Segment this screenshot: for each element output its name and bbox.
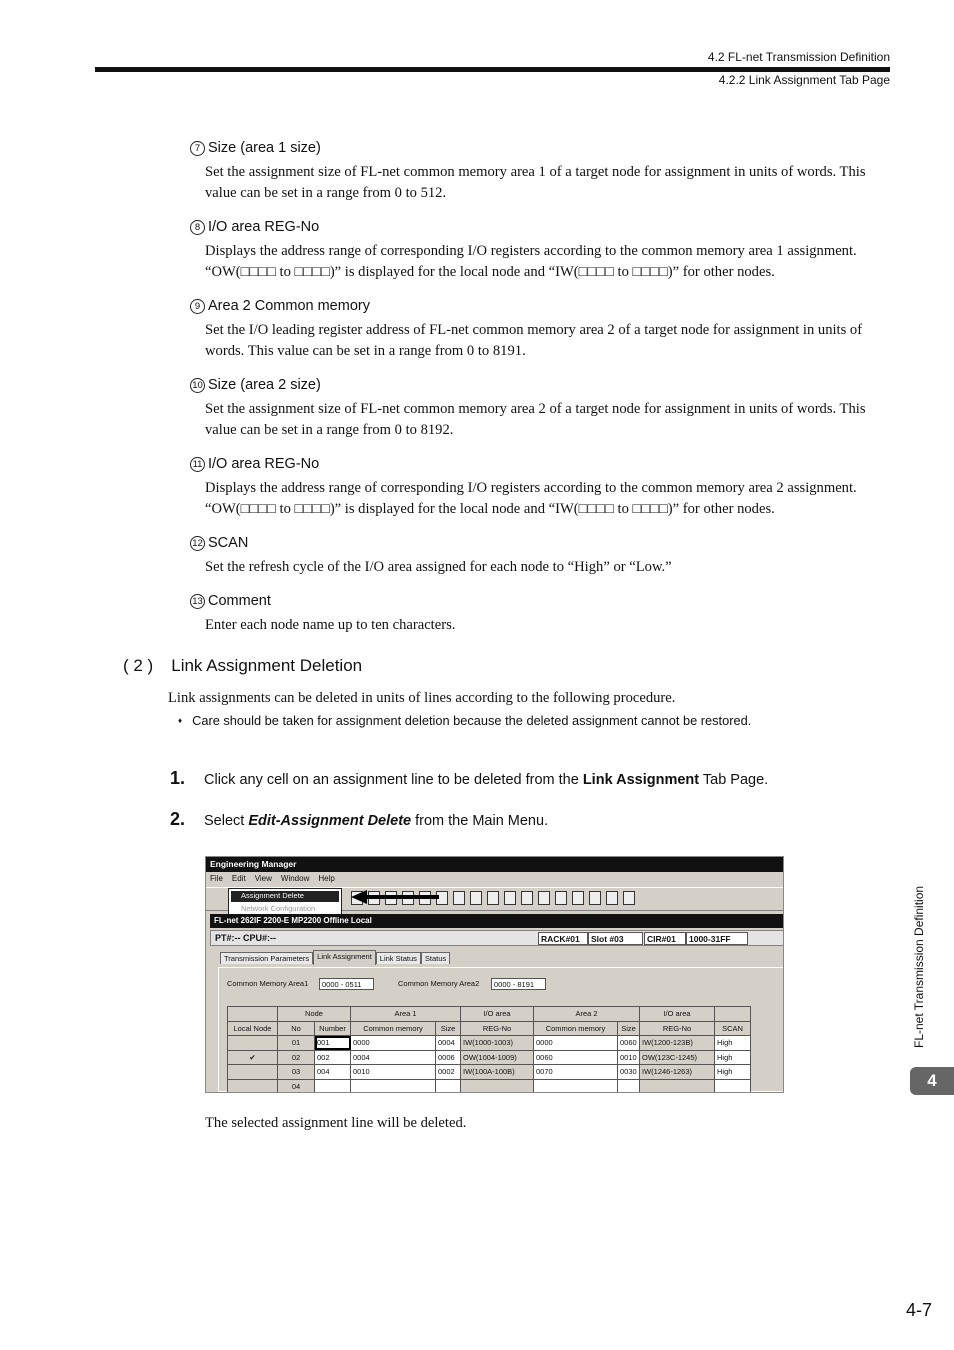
- item-title: [190, 377, 321, 393]
- cir-field: CIR#01: [644, 932, 686, 945]
- toolbar-icon[interactable]: [521, 891, 533, 905]
- header-cell: Node: [278, 1007, 351, 1022]
- table-cell[interactable]: 0060: [534, 1050, 618, 1065]
- table-cell[interactable]: [228, 1065, 278, 1080]
- table-cell[interactable]: 0060: [618, 1036, 640, 1051]
- item-title-text: Comment: [208, 593, 271, 609]
- table-cell[interactable]: 0070: [534, 1065, 618, 1080]
- toolbar-icon[interactable]: [555, 891, 567, 905]
- menu-bar: [206, 873, 783, 886]
- table-cell[interactable]: [228, 1079, 278, 1093]
- item-description-line: value can be set in a range from 0 to 512.: [205, 185, 447, 201]
- item-title-text: Size (area 2 size): [208, 377, 321, 393]
- side-tab: [912, 858, 928, 1048]
- header-cell: Area 2: [534, 1007, 640, 1022]
- item-number-badge: 7: [190, 141, 205, 156]
- chapter-tab: 4: [910, 1067, 954, 1095]
- table-row[interactable]: [228, 1065, 751, 1080]
- item-description-line: Set the I/O leading register address of FL-net common memory area 2 of a target node for assignment in units of: [205, 322, 863, 338]
- menu-file[interactable]: File: [210, 874, 223, 883]
- table-header-row: [228, 1007, 751, 1022]
- bullet-icon: ♦: [178, 716, 183, 725]
- section-intro: Link assignments can be deleted in units of lines according to the following procedure.: [168, 690, 676, 706]
- step-number: 2.: [170, 809, 186, 829]
- item-number-badge: 9: [190, 299, 205, 314]
- table-cell[interactable]: 002: [315, 1050, 351, 1065]
- running-header-section: 4.2 FL-net Transmission Definition: [707, 50, 890, 64]
- item-number-badge: 12: [190, 536, 205, 551]
- subwindow-title: FL-net 262IF 2200-E MP2200 Offline Local: [210, 914, 784, 928]
- header-cell: I/O area: [640, 1007, 715, 1022]
- item-title-text: Area 2 Common memory: [208, 298, 370, 314]
- table-cell[interactable]: [618, 1079, 640, 1093]
- item-title-text: Size (area 1 size): [208, 140, 321, 156]
- cm1-value: 0000 - 0511: [319, 978, 374, 990]
- menu-edit[interactable]: Edit: [231, 874, 246, 883]
- cm1-label: Common Memory Area1: [227, 979, 309, 988]
- item-title-text: SCAN: [208, 535, 249, 551]
- header-cell: I/O area: [461, 1007, 534, 1022]
- header-cell: REG-No: [461, 1021, 534, 1036]
- item-description-line: Displays the address range of corresponding I/O registers according to the common memory area 1 assignment.: [205, 243, 857, 259]
- tab-bar: [220, 952, 450, 966]
- menu-help[interactable]: Help: [318, 874, 335, 883]
- result-text: The selected assignment line will be deleted.: [205, 1115, 467, 1131]
- table-cell[interactable]: IW(1200-123B): [640, 1036, 715, 1051]
- item-number-badge: 10: [190, 378, 205, 393]
- step-1: [170, 768, 768, 789]
- table-cell[interactable]: ✔: [228, 1050, 278, 1065]
- table-cell[interactable]: High: [715, 1065, 751, 1080]
- step-2: [170, 809, 548, 830]
- tab-transmission-parameters[interactable]: Transmission Parameters: [220, 952, 313, 964]
- pointer-arrow-icon: [351, 890, 441, 904]
- table-cell[interactable]: IW(1246-1263): [640, 1065, 715, 1080]
- table-cell[interactable]: [461, 1079, 534, 1093]
- item-title: [190, 140, 321, 156]
- table-cell[interactable]: 03: [278, 1065, 315, 1080]
- toolbar-icon[interactable]: [606, 891, 618, 905]
- item-title: [190, 298, 370, 314]
- tab-status[interactable]: Status: [421, 952, 450, 964]
- item-number-badge: 11: [190, 457, 205, 472]
- table-cell[interactable]: High: [715, 1036, 751, 1051]
- table-cell[interactable]: 0000: [351, 1036, 436, 1051]
- step-number: 1.: [170, 768, 186, 788]
- section-heading: [123, 656, 380, 676]
- table-cell[interactable]: OW(123C-1245): [640, 1050, 715, 1065]
- table-cell[interactable]: OW(1004-1009): [461, 1050, 534, 1065]
- table-cell[interactable]: 04: [278, 1079, 315, 1093]
- table-cell[interactable]: [534, 1079, 618, 1093]
- table-row[interactable]: [228, 1036, 751, 1051]
- menu-item-network-configuration[interactable]: Network Configuration: [241, 904, 316, 913]
- section-number: ( 2 ): [123, 656, 154, 675]
- status-bar: PT#:-- CPU#:--: [210, 930, 784, 946]
- engineering-manager-screenshot: [205, 856, 784, 1093]
- toolbar-icon[interactable]: [487, 891, 499, 905]
- item-title-text: I/O area REG-No: [208, 219, 320, 235]
- rack-field: RACK#01: [538, 932, 588, 945]
- table-cell[interactable]: 0006: [436, 1050, 461, 1065]
- item-title-text: I/O area REG-No: [208, 456, 320, 472]
- step-text: Click any cell on an assignment line to be deleted from the: [204, 772, 583, 788]
- section-title: Link Assignment Deletion: [171, 656, 363, 675]
- toolbar-icon[interactable]: [504, 891, 516, 905]
- item-title: [190, 456, 319, 472]
- toolbar-icon[interactable]: [589, 891, 601, 905]
- step-emphasis: Edit-Assignment Delete: [248, 813, 412, 829]
- toolbar-icon[interactable]: [453, 891, 465, 905]
- header-rule: [95, 67, 890, 72]
- item-number-badge: 8: [190, 220, 205, 235]
- toolbar-icon[interactable]: [538, 891, 550, 905]
- item-description-line: value can be set in a range from 0 to 8192.: [205, 422, 454, 438]
- header-cell: Size: [436, 1021, 461, 1036]
- table-cell[interactable]: High: [715, 1050, 751, 1065]
- item-description-line: Set the assignment size of FL-net common memory area 2 of a target node for assignment in units of words. This: [205, 401, 866, 417]
- header-cell: Common memory: [351, 1021, 436, 1036]
- header-cell: Number: [315, 1021, 351, 1036]
- table-cell[interactable]: [315, 1079, 351, 1093]
- header-cell: Local Node: [228, 1021, 278, 1036]
- table-cell[interactable]: 0004: [436, 1036, 461, 1051]
- header-cell: [228, 1007, 278, 1022]
- item-number-badge: 13: [190, 594, 205, 609]
- table-cell[interactable]: 0010: [618, 1050, 640, 1065]
- step-text: Select: [204, 813, 249, 829]
- caution-text: Care should be taken for assignment deletion because the deleted assignment cannot be restored.: [192, 713, 752, 728]
- table-row[interactable]: [228, 1050, 751, 1065]
- table-cell[interactable]: 001: [315, 1036, 351, 1051]
- table-header-row: [228, 1021, 751, 1036]
- header-cell: No: [278, 1021, 315, 1036]
- slot-field: Slot #03: [588, 932, 643, 945]
- toolbar-icon[interactable]: [572, 891, 584, 905]
- table-cell[interactable]: [351, 1079, 436, 1093]
- item-description-line: “OW(□□□□ to □□□□)” is displayed for the local node and “IW(□□□□ to □□□□)” for other nodes.: [205, 264, 775, 280]
- table-row[interactable]: [228, 1079, 751, 1093]
- table-cell[interactable]: IW(100A-100B): [461, 1065, 534, 1080]
- running-header-subsection: 4.2.2 Link Assignment Tab Page: [718, 73, 890, 87]
- item-title: [190, 535, 248, 551]
- step-text: from the Main Menu.: [411, 813, 549, 829]
- item-title: [190, 219, 319, 235]
- table-cell[interactable]: 004: [315, 1065, 351, 1080]
- table-cell[interactable]: 02: [278, 1050, 315, 1065]
- step-text: Tab Page.: [699, 772, 769, 788]
- menu-item-assignment-delete[interactable]: Assignment Delete: [231, 891, 339, 902]
- cm2-value: 0000 - 8191: [491, 978, 546, 990]
- header-cell: Common memory: [534, 1021, 618, 1036]
- side-tab-label: FL-net Transmission Definition: [912, 885, 926, 1048]
- table-cell[interactable]: [228, 1036, 278, 1051]
- table-cell[interactable]: 0030: [618, 1065, 640, 1080]
- cm2-label: Common Memory Area2: [398, 979, 480, 988]
- step-emphasis: Link Assignment: [582, 772, 700, 788]
- item-description-line: Set the assignment size of FL-net common memory area 1 of a target node for assignment in units of words. This: [205, 164, 866, 180]
- tab-link-assignment[interactable]: Link Assignment: [313, 950, 376, 965]
- header-cell: REG-No: [640, 1021, 715, 1036]
- table-cell[interactable]: 0002: [436, 1065, 461, 1080]
- item-description-line: “OW(□□□□ to □□□□)” is displayed for the local node and “IW(□□□□ to □□□□)” for other nodes.: [205, 501, 775, 517]
- header-cell: [715, 1007, 751, 1022]
- page-number: 4-7: [905, 1300, 932, 1320]
- table-cell[interactable]: 0004: [351, 1050, 436, 1065]
- window-title: Engineering Manager: [206, 857, 783, 872]
- table-cell[interactable]: [715, 1079, 751, 1093]
- table-cell[interactable]: 01: [278, 1036, 315, 1051]
- table-cell[interactable]: 0010: [351, 1065, 436, 1080]
- toolbar-icon[interactable]: [470, 891, 482, 905]
- item-description-line: Set the refresh cycle of the I/O area assigned for each node to “High” or “Low.”: [205, 559, 672, 575]
- table-cell[interactable]: IW(1000-1003): [461, 1036, 534, 1051]
- item-description-line: words. This value can be set in a range from 0 to 8191.: [205, 343, 526, 359]
- help-icon[interactable]: [623, 891, 635, 905]
- caution-note: [178, 713, 751, 728]
- table-cell[interactable]: [640, 1079, 715, 1093]
- tab-link-status[interactable]: Link Status: [376, 952, 421, 964]
- header-cell: SCAN: [715, 1021, 751, 1036]
- item-description-line: Enter each node name up to ten characters.: [205, 617, 456, 633]
- range-field: 1000-31FF: [686, 932, 748, 945]
- table-cell[interactable]: [436, 1079, 461, 1093]
- header-cell: Area 1: [351, 1007, 461, 1022]
- item-description-line: Displays the address range of corresponding I/O registers according to the common memory area 2 assignment.: [205, 480, 857, 496]
- menu-view[interactable]: View: [254, 874, 272, 883]
- item-title: [190, 593, 271, 609]
- assignment-table: [227, 1006, 751, 1093]
- table-cell[interactable]: 0000: [534, 1036, 618, 1051]
- header-cell: Size: [618, 1021, 640, 1036]
- menu-window[interactable]: Window: [280, 874, 310, 883]
